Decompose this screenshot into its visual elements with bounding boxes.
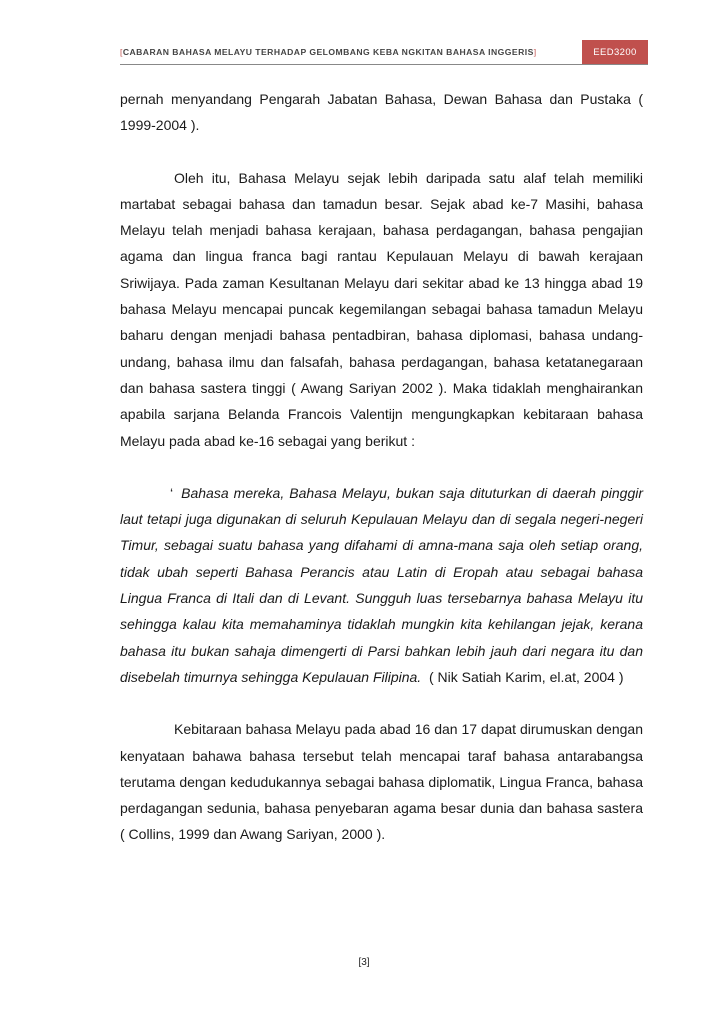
- page-number: [3]: [358, 957, 370, 968]
- course-code-badge: EED3200: [582, 40, 648, 64]
- block-quote: [120, 480, 643, 690]
- page-header: [120, 40, 648, 65]
- paragraph-conclusion: Kebitaraan bahasa Melayu pada abad 16 dan 17 dapat dirumuskan dengan kenyataan bahawa bahasa tersebut telah mencapai taraf bahasa antarabangsa terutama dengan kedudukannya sebagai bahasa diplomatik, Lingua Franca, bahasa perdagangan sedunia, bahasa penyebaran agama besar dunia dan bahasa sastera ( Collins, 1999 dan Awang Sariyan, 2000 ).: [120, 721, 643, 843]
- document-body: [120, 86, 643, 848]
- quote-mark: ‘: [170, 484, 174, 501]
- header-title: [120, 47, 537, 57]
- quote-citation: ( Nik Satiah Karim, el.at, 2004 ): [428, 668, 624, 685]
- paragraph-continuation: pernah menyandang Pengarah Jabatan Bahasa, Dewan Bahasa dan Pustaka ( 1999-2004 ).: [120, 91, 643, 134]
- header-divider: [120, 64, 648, 65]
- header-bracket-close: ]: [533, 47, 537, 57]
- quote-text: Bahasa mereka, Bahasa Melayu, bukan saja dituturkan di daerah pinggir laut tetapi juga digunakan di seluruh Kepulauan Melayu dan di segala negeri-negeri Timur, sebagai suatu bahasa yang difahami di amna-mana saja oleh setiap orang, tidak ubah seperti Bahasa Perancis atau Latin di Eropah atau sebagai bahasa Lingua Franca di Itali dan di Levant. Sungguh luas tersebarnya bahasa Melayu itu sehingga kalau kita memahaminya tidaklah mungkin kita kehilangan jejak, kerana bahasa itu bukan sahaja dimengerti di Parsi bahkan lebih jauh dari negara itu dan disebelah timurnya sehingga Kepulauan Filipina.: [120, 484, 643, 685]
- header-bracket-open: [: [120, 47, 123, 57]
- header-title-text: CABARAN BAHASA MELAYU TERHADAP GELOMBANG KEBA NGKITAN BAHASA INGGERIS: [122, 47, 534, 57]
- paragraph-history: Oleh itu, Bahasa Melayu sejak lebih daripada satu alaf telah memiliki martabat sebagai bahasa dan tamadun besar. Sejak abad ke-7 Masihi, bahasa Melayu telah menjadi bahasa kerajaan, bahasa perdagangan, bahasa pengajian agama dan lingua franca bagi rantau Kepulauan Melayu di bawah kerajaan Sriwijaya. Pada zaman Kesultanan Melayu dari sekitar abad ke 13 hingga abad 19 bahasa Melayu mencapai puncak kegemilangan sebagai bahasa tamadun Melayu baharu dengan menjadi bahasa pentadbiran, bahasa diplomasi, bahasa undang-undang, bahasa ilmu dan falsafah, bahasa perdagangan, bahasa ketatanegaraan dan bahasa sastera tinggi ( Awang Sariyan 2002 ). Maka tidaklah menghairankan apabila sarjana Belanda Francois Valentijn mengungkapkan kebitaraan bahasa Melayu pada abad ke-16 sebagai yang berikut :: [120, 169, 643, 449]
